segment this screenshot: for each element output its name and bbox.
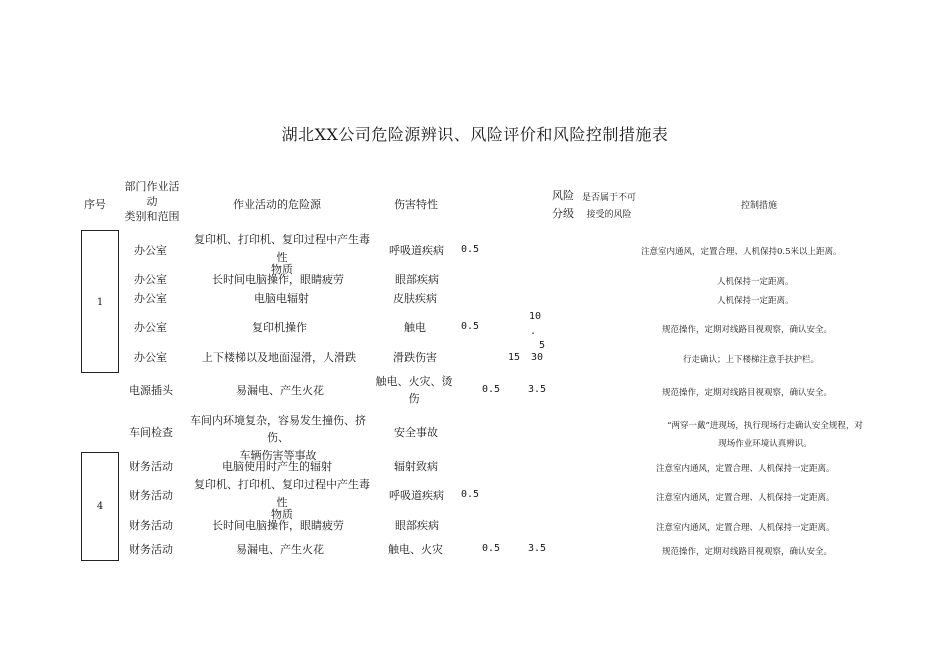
header-dept-line1: 部门作业活 [124, 180, 180, 193]
row10-dept: 财务活动 [129, 519, 173, 532]
header-risk-level [550, 187, 576, 223]
row6-hazard: 易漏电、产生火花 [236, 384, 324, 397]
header-seq: 序号 [84, 198, 106, 211]
row6-harm-line2: 伤 [408, 392, 420, 405]
row7-dept: 车间检查 [129, 426, 173, 439]
row3-harm: 皮肤疾病 [393, 292, 437, 305]
row8-dept: 财务活动 [129, 460, 173, 473]
group-number-1: 1 [96, 297, 104, 308]
row9-dept: 财务活动 [129, 489, 173, 502]
row11-measure: 规范操作，定期对线路目视观察，确认安全。 [662, 547, 833, 557]
row6-harm-line1: 触电、火灾、烫 [375, 375, 453, 388]
header-hazard: 作业活动的危险源 [233, 198, 321, 211]
row1-hazard [188, 233, 376, 277]
row2-harm: 眼部疾病 [395, 273, 439, 286]
row7-harm: 安全事故 [394, 426, 438, 439]
row10-harm: 眼部疾病 [395, 519, 439, 532]
row4-dept: 办公室 [134, 321, 167, 334]
row5-measure: 行走确认；上下楼梯注意手扶护栏。 [683, 355, 820, 365]
row11-value2: 0.5 [482, 543, 501, 554]
row4-value3a: 10 [529, 311, 542, 322]
row7-hazard-line2: 伤、 [267, 431, 289, 444]
row1-harm: 呼吸道疾病 [389, 244, 444, 257]
row1-hazard-line2: 性 [276, 251, 288, 264]
row4-value3b: . [530, 326, 537, 337]
header-unacceptable-line1: 是否属于不可 [581, 193, 636, 203]
header-measure: 控制措施 [741, 201, 778, 211]
row4-value1: 0.5 [461, 321, 480, 332]
row6-value2: 0.5 [482, 384, 501, 395]
row1-value1: 0.5 [461, 244, 480, 255]
row2-dept: 办公室 [134, 273, 167, 286]
row4-harm: 触电 [404, 321, 426, 334]
row3-measure: 人机保持一定距离。 [717, 296, 794, 306]
row9-hazard [188, 478, 376, 522]
row9-hazard-line2: 性 [276, 496, 288, 509]
row9-hazard-line3: 物质 [271, 508, 293, 521]
row7-measure-line2: 现场作业环境认真辨识。 [718, 439, 812, 449]
document-title: 湖北XX公司危险源辨识、风险评价和风险控制措施表 [281, 125, 669, 144]
row7-measure [640, 417, 890, 453]
row9-measure: 注意室内通风，定置合理、人机保持一定距离。 [656, 493, 835, 503]
row10-hazard: 长时间电脑操作，眼睛疲劳 [212, 519, 344, 532]
row4-value3c: 5 [539, 340, 546, 351]
row6-dept: 电源插头 [129, 384, 173, 397]
row11-harm: 触电、火灾 [388, 543, 443, 556]
row2-hazard: 长时间电脑操作，眼睛疲劳 [212, 273, 344, 286]
row11-hazard: 易漏电、产生火花 [236, 543, 324, 556]
row1-dept: 办公室 [134, 244, 167, 257]
row3-hazard: 电脑电辐射 [254, 292, 309, 305]
row5-value2: 15 [508, 352, 521, 363]
group-number-4: 4 [96, 501, 104, 512]
row8-harm: 辐射致病 [394, 460, 438, 473]
row2-measure: 人机保持一定距离。 [717, 277, 794, 287]
row1-hazard-line3: 物质 [271, 263, 293, 276]
header-risk-line2: 分级 [552, 207, 574, 220]
row5-hazard: 上下楼梯以及地面湿滑，人滑跌 [202, 351, 356, 364]
row1-hazard-line1: 复印机、打印机、复印过程中产生毒 [194, 233, 370, 246]
row5-dept: 办公室 [134, 351, 167, 364]
header-harm: 伤害特性 [394, 198, 438, 211]
row8-measure: 注意室内通风，定置合理、人机保持一定距离。 [656, 464, 835, 474]
row7-hazard [178, 414, 378, 463]
header-unacceptable-line2: 接受的风险 [586, 210, 632, 220]
row11-value3: 3.5 [528, 543, 547, 554]
header-dept-line2: 动 [146, 195, 158, 208]
row1-measure: 注意室内通风，定置合理、人机保持0.5米以上距离。 [641, 247, 842, 257]
row6-harm [374, 375, 454, 406]
row6-measure: 规范操作，定期对线路目视观察，确认安全。 [662, 388, 833, 398]
row11-dept: 财务活动 [129, 543, 173, 556]
row9-hazard-line1: 复印机、打印机、复印过程中产生毒 [194, 478, 370, 491]
row7-measure-line1: “两穿一戴”进现场，执行现场行走确认安全规程，对 [667, 421, 863, 431]
row9-harm: 呼吸道疾病 [389, 489, 444, 502]
row8-hazard: 电脑使用时产生的辐射 [222, 460, 332, 473]
header-dept [120, 179, 184, 224]
row4-measure: 规范操作，定期对线路目视观察，确认安全。 [662, 325, 833, 335]
row10-measure: 注意室内通风，定置合理、人机保持一定距离。 [656, 523, 835, 533]
header-dept-line3: 类别和范围 [124, 210, 180, 223]
header-unacceptable [578, 190, 640, 224]
row5-harm: 滑跌伤害 [393, 351, 437, 364]
row5-value3: 30 [531, 352, 544, 363]
row7-hazard-line3: 车辆伤害等事故 [239, 449, 317, 462]
row7-hazard-line1: 车间内环境复杂，容易发生撞伤、挤 [190, 414, 366, 427]
row6-value3: 3.5 [528, 384, 547, 395]
header-risk-line1: 风险 [552, 189, 574, 202]
row3-dept: 办公室 [134, 292, 167, 305]
row4-hazard: 复印机操作 [252, 321, 307, 334]
row9-value1: 0.5 [461, 489, 480, 500]
